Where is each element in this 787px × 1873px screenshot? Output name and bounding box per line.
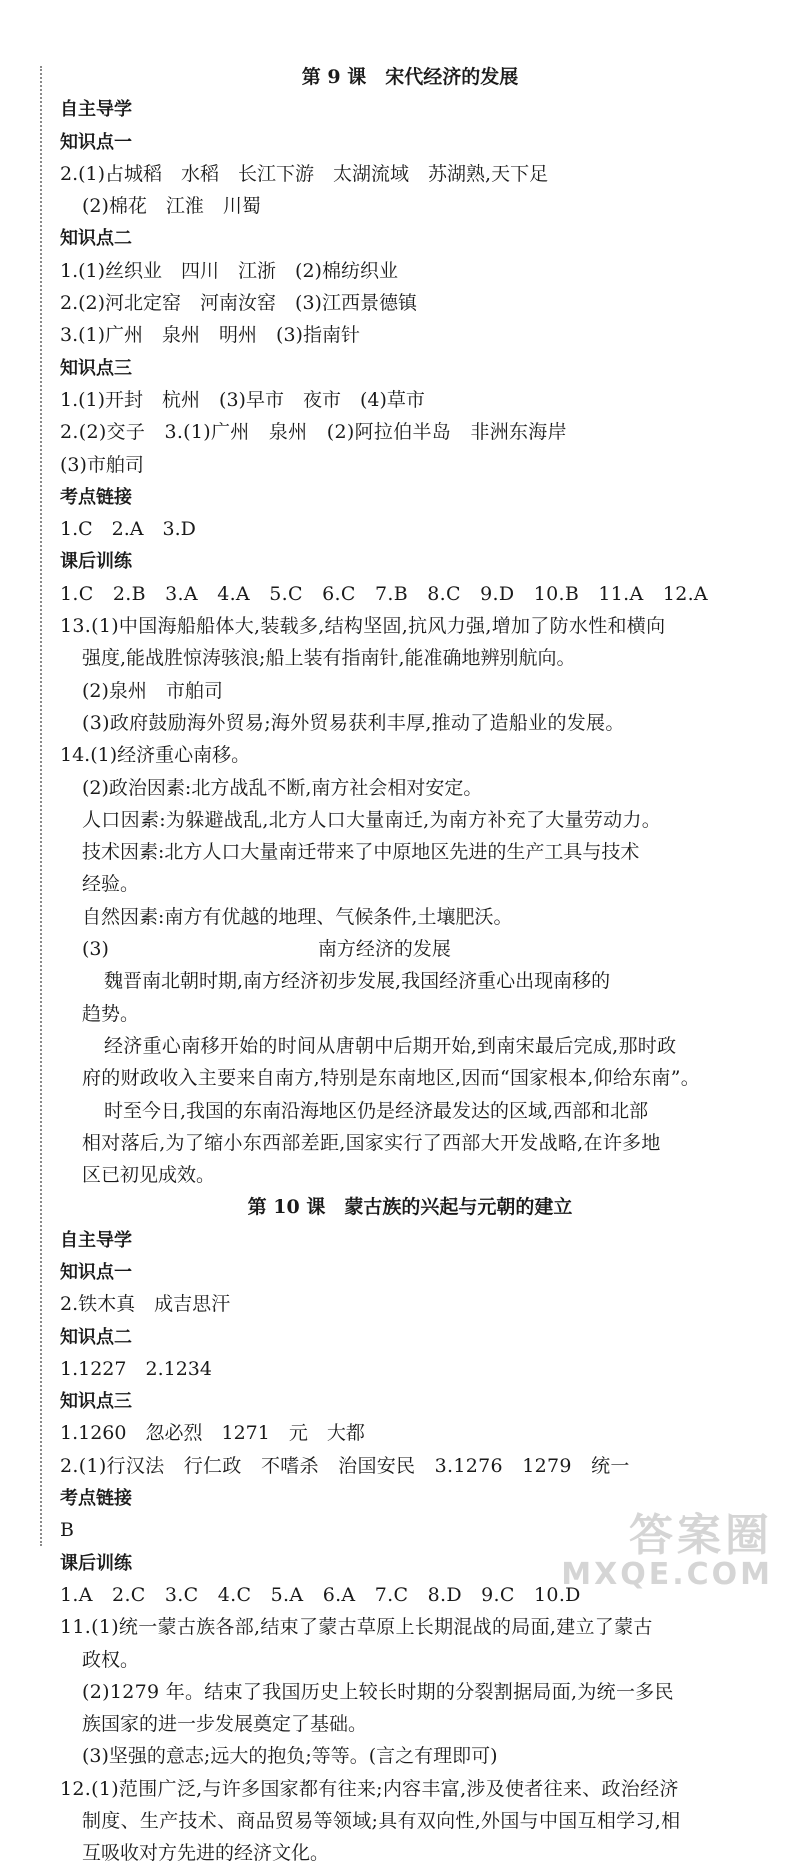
section-heading: 知识点三 bbox=[60, 1391, 132, 1413]
section-heading: 知识点二 bbox=[60, 228, 132, 250]
lesson-title: 第 9 课 宋代经济的发展 bbox=[301, 66, 519, 88]
answer-line: 2.(1)占城稻 水稻 长江下游 太湖流域 苏湖熟,天下足 bbox=[60, 162, 549, 185]
section-heading: 考点链接 bbox=[60, 486, 132, 508]
answer-line: 1.(1)丝织业 四川 江浙 (2)棉纺织业 bbox=[60, 259, 398, 282]
section-heading: 考点链接 bbox=[60, 1488, 132, 1510]
answer-content bbox=[60, 64, 760, 1873]
answer-line: 强度,能战胜惊涛骇浪;船上装有指南针,能准确地辨别航向。 bbox=[82, 647, 576, 670]
answer-line: 趋势。 bbox=[82, 1002, 140, 1025]
answer-line: 互吸收对方先进的经济文化。 bbox=[82, 1842, 330, 1865]
answer-line: 1.1260 忽必烈 1271 元 大都 bbox=[60, 1422, 365, 1445]
answer-line: B bbox=[60, 1519, 74, 1542]
answer-line: 1.A 2.C 3.C 4.C 5.A 6.A 7.C 8.D 9.C 10.D bbox=[60, 1583, 581, 1606]
answer-line: 族国家的进一步发展奠定了基础。 bbox=[82, 1713, 368, 1736]
answer-line: 自然因素:南方有优越的地理、气候条件,土壤肥沃。 bbox=[82, 905, 513, 928]
answer-line: (3)坚强的意志;远大的抱负;等等。(言之有理即可) bbox=[82, 1745, 498, 1768]
section-heading: 知识点三 bbox=[60, 357, 132, 379]
answer-line: 1.1227 2.1234 bbox=[60, 1357, 212, 1380]
answer-line: 1.(1)开封 杭州 (3)早市 夜市 (4)草市 bbox=[60, 388, 425, 411]
answer-line: 3.(1)广州 泉州 明州 (3)指南针 bbox=[60, 324, 360, 347]
answer-line: (2)棉花 江淮 川蜀 bbox=[82, 195, 261, 218]
answer-line: 人口因素:为躲避战乱,北方人口大量南迁,为南方补充了大量劳动力。 bbox=[82, 808, 662, 831]
watermark-url: MXQE.COM bbox=[561, 1557, 773, 1592]
answer-line: 11.(1)统一蒙古族各部,结束了蒙古草原上长期混战的局面,建立了蒙古 bbox=[60, 1616, 653, 1639]
answer-line: 2.(1)行汉法 行仁政 不嗜杀 治国安民 3.1276 1279 统一 bbox=[60, 1454, 630, 1477]
section-heading: 自主导学 bbox=[60, 99, 132, 121]
answer-line: (2)泉州 市舶司 bbox=[82, 679, 223, 702]
answer-line: (2)政治因素:北方战乱不断,南方社会相对安定。 bbox=[82, 776, 483, 799]
section-heading: 课后训练 bbox=[60, 1552, 132, 1574]
answer-line: (3)市舶司 bbox=[60, 453, 144, 476]
answer-line: 制度、生产技术、商品贸易等领域;具有双向性,外国与中国互相学习,相 bbox=[82, 1810, 681, 1833]
section-heading: 知识点一 bbox=[60, 131, 132, 153]
answer-line: 1.C 2.B 3.A 4.A 5.C 6.C 7.B 8.C 9.D 10.B 11.A 12.A bbox=[60, 582, 708, 605]
section-heading: 课后训练 bbox=[60, 551, 132, 573]
answer-line: 14.(1)经济重心南移。 bbox=[60, 744, 251, 767]
answer-line: 2.铁木真 成吉思汗 bbox=[60, 1293, 231, 1316]
answer-line: (2)1279 年。结束了我国历史上较长时期的分裂割据局面,为统一多民 bbox=[82, 1680, 674, 1703]
answer-line: 技术因素:北方人口大量南迁带来了中原地区先进的生产工具与技术 bbox=[82, 841, 640, 864]
lesson-9-body bbox=[60, 96, 760, 1189]
section-heading: 知识点一 bbox=[60, 1261, 132, 1283]
answer-line: (3) 南方经济的发展 bbox=[82, 938, 451, 961]
answer-line: 12.(1)范围广泛,与许多国家都有往来;内容丰富,涉及使者往来、政治经济 bbox=[60, 1777, 679, 1800]
watermark bbox=[561, 1499, 773, 1592]
essay-paragraph-line: 魏晋南北朝时期,南方经济初步发展,我国经济重心出现南移的 bbox=[104, 970, 611, 993]
answer-line: (3)政府鼓励海外贸易;海外贸易获利丰厚,推动了造船业的发展。 bbox=[82, 711, 625, 734]
answer-line: 区已初见成效。 bbox=[82, 1164, 216, 1187]
answer-line: 府的财政收入主要来自南方,特别是东南地区,因而“国家根本,仰给东南”。 bbox=[82, 1067, 701, 1090]
answer-line: 2.(2)交子 3.(1)广州 泉州 (2)阿拉伯半岛 非洲东海岸 bbox=[60, 421, 567, 444]
section-heading: 知识点二 bbox=[60, 1326, 132, 1348]
essay-paragraph-line: 经济重心南移开始的时间从唐朝中后期开始,到南宋最后完成,那时政 bbox=[104, 1034, 677, 1057]
answer-line: 经验。 bbox=[82, 873, 140, 896]
essay-paragraph-line: 时至今日,我国的东南沿海地区仍是经济最发达的区域,西部和北部 bbox=[104, 1099, 649, 1122]
answer-line: 相对落后,为了缩小东西部差距,国家实行了西部大开发战略,在许多地 bbox=[82, 1131, 661, 1154]
lesson-title: 第 10 课 蒙古族的兴起与元朝的建立 bbox=[247, 1196, 573, 1219]
answer-line: 1.C 2.A 3.D bbox=[60, 518, 196, 541]
answer-line: 13.(1)中国海船船体大,装载多,结构坚固,抗风力强,增加了防水性和横向 bbox=[60, 615, 666, 638]
answer-line: 政权。 bbox=[82, 1648, 140, 1671]
watermark-logo: 答案圈 bbox=[629, 1510, 773, 1561]
section-heading: 自主导学 bbox=[60, 1229, 132, 1251]
answer-line: 2.(2)河北定窑 河南汝窑 (3)江西景德镇 bbox=[60, 292, 417, 315]
margin-dotted-rule bbox=[40, 66, 42, 1546]
